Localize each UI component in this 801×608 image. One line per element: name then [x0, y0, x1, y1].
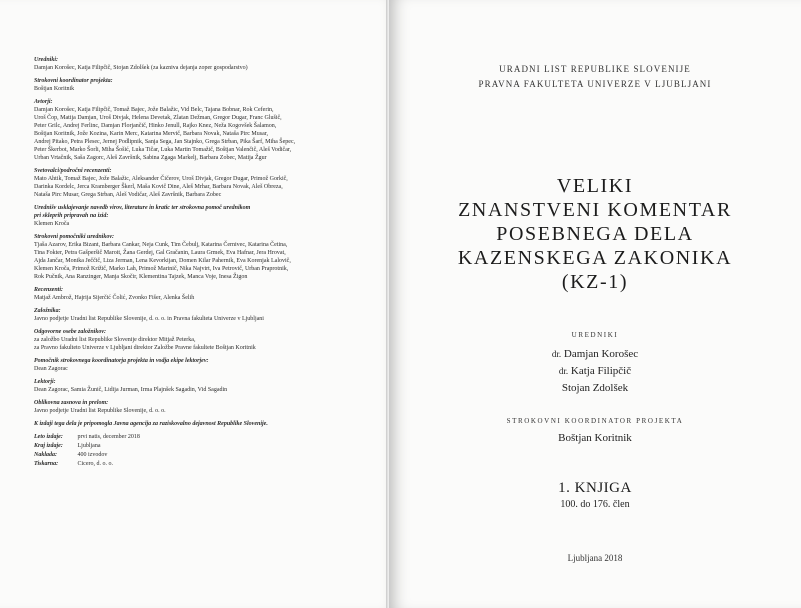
imprint-value: prvi natis, december 2018 — [77, 434, 140, 440]
imprint-label: Kraj izdaje: — [34, 443, 63, 449]
coordinator-section — [34, 77, 374, 93]
editors-heading: Uredniki: — [34, 57, 58, 63]
volume-label: 1. KNJIGA — [558, 480, 632, 496]
assistant-coordinator-section — [34, 357, 374, 373]
imprint — [34, 433, 374, 468]
authors-line: Urban Vrtačnik, Saša Zagorc, Aleš Završnik, Sabina Zgaga Markelj, Barbara Zobec, Matija Žgur — [34, 155, 267, 161]
publishers-list: Javno podjetje Uradni list Republike Slovenije, d. o. o. in Pravna fakulteta Univerze v Ljubljani — [34, 316, 264, 322]
authors-line: Andrej Pitako, Petra Plesec, Jernej Podlipnik, Sanja Sega, Jan Stajnko, Grega Strban, Pika Šarf, Miha Šepec, — [34, 139, 296, 145]
authors-heading: Avtorji: — [34, 99, 53, 105]
articles-range: 100. do 176. člen — [560, 499, 630, 510]
authors-line: Peter Grilc, Andrej Ferlinc, Damjan Florjančič, Hinko Jenull, Rajko Knez, Neža Kogovšek Šalamon, — [34, 123, 277, 129]
authors-line: Damjan Korošec, Katja Filipčič, Tomaž Bajec, Jože Balažic, Vid Belc, Tajana Bobnar, Rok Ceferin, — [34, 107, 274, 113]
assistants-heading: Strokovni pomočniki urednikov: — [34, 234, 115, 240]
assistants-line: Tjaša Azarov, Erika Bizant, Barbara Cankar, Neja Cunk, Tim Čebulj, Katarina Černivec, Katarina Četina, — [34, 242, 288, 248]
assistants-line: Klemen Kroča, Primož Križič, Marko Lah, Primož Marinič, Nika Najvirt, Iva Petrovič, Urban Praprotnik, — [34, 266, 289, 272]
reviewers-heading: Recenzenti: — [34, 287, 63, 293]
coordination-heading: pri skleprih pripravah na izid: — [34, 213, 109, 219]
title-line: ZNANSTVENI KOMENTAR — [458, 199, 732, 221]
editors-list: Damjan Korošec, Katja Filipčič, Stojan Zdolšek (za kazniva dejanja zoper gospodarstvo) — [34, 65, 248, 71]
colophon — [34, 56, 374, 469]
book-title — [389, 174, 801, 294]
imprint-row — [34, 433, 374, 441]
proofreaders-list: Dean Zagorac, Samia Žunič, Lidija Jurman, Irma Plajnšek Sagadin, Vid Sagadin — [34, 387, 228, 393]
assistant-coordinator-heading: Pomočnik strokovnega koordinatorja projekta in vodja ekipe lektorjev: — [34, 358, 209, 364]
right-page — [389, 0, 801, 608]
imprint-label: Naklada: — [34, 452, 57, 458]
place-year: Ljubljana 2018 — [567, 553, 623, 563]
assistants-section — [34, 233, 374, 281]
design-heading: Oblikovna zasnova in prelom: — [34, 400, 109, 406]
publisher-line: PRAVNA FAKULTETA UNIVERZE V LJUBLJANI — [478, 79, 712, 89]
coordinator-title-heading: STROKOVNI KOORDINATOR PROJEKTA — [506, 417, 684, 425]
editor-entry — [389, 363, 801, 380]
imprint-value: Ljubljana — [77, 443, 101, 449]
advisors-section — [34, 167, 374, 199]
publishers-section — [34, 307, 374, 323]
imprint-label: Leto izdaje: — [34, 434, 63, 440]
agency-note: K izdaji tega dela je pripomogla Javna agencija za raziskovalno dejavnost Republike Slovenije. — [34, 421, 268, 427]
coordination-heading: Urednišv usklajevanje navedb virov, literature in kratic ter strokovna pomoč urednikom — [34, 205, 251, 211]
editor-prefix: dr. — [558, 366, 569, 376]
imprint-row — [34, 460, 374, 468]
coordinator-name: Boštjan Koritnik — [34, 86, 75, 92]
proofreaders-section — [34, 378, 374, 394]
imprint-row — [34, 451, 374, 459]
coordination-name: Klemen Kroča — [34, 221, 70, 227]
advisors-heading: Svetovalci/področni recenzenti: — [34, 168, 112, 174]
authors-line: Peter Škerbot, Marko Šorli, Miha Šošić, Luka Tičar, Luka Martin Tomažič, Boštjan Valenčič, Aleš Vodičar, — [34, 147, 292, 153]
title-line: POSEBNEGA DELA — [496, 223, 694, 245]
editor-name: Katja Filipčič — [570, 365, 632, 377]
reviewers-section — [34, 286, 374, 302]
coordinator-title-name: Boštjan Koritnik — [558, 432, 632, 444]
left-page — [0, 0, 397, 608]
reviewers-list: Matjaž Ambrož, Hajrija Sijerčić Čolić, Zvonko Fišer, Alenka Šelih — [34, 295, 195, 301]
assistants-line: Tina Fokter, Petra Gašperšič Maroit, Žana Gerdej, Gal Gračanin, Laura Grmek, Eva Hafnar, Jera Hrovat, — [34, 250, 286, 256]
advisors-line: Mato Ahtik, Tomaž Bajec, Jože Balažic, Aleksander Čičerov, Uroš Divjak, Gregor Dugar, Primož Gorkič, — [34, 176, 288, 182]
editor-entry — [389, 380, 801, 397]
design-credit: Javno podjetje Uradni list Republike Slovenije, d. o. o. — [34, 408, 166, 414]
editors-title-list — [389, 346, 801, 397]
responsible-section — [34, 328, 374, 352]
title-line: (KZ-1) — [561, 271, 629, 293]
assistant-coordinator-name: Dean Zagorac — [34, 366, 68, 372]
assistants-line: Ajda Jančar, Monika Ječčič, Liza Jerman, Lena Kevorkijan, Domen Kilar Pahernik, Eva Korenjak Lalovič, — [34, 258, 291, 264]
authors-section — [34, 98, 374, 162]
advisors-line: Nataša Pirc Musar, Grega Strban, Aleš Vodičar, Aleš Završnik, Barbara Zobec — [34, 192, 222, 198]
responsible-line: za založbo Uradni list Republike Slovenije direktor Mitjaž Peterka, — [34, 337, 196, 343]
assistants-line: Rok Pučnik, Ana Ranzinger, Manja Skočir, Klementina Tajzek, Manca Voje, Inesa Žigon — [34, 274, 248, 280]
proofreaders-heading: Lektorji: — [34, 379, 56, 385]
design-section — [34, 399, 374, 415]
publisher-line: URADNI LIST REPUBLIKE SLOVENIJE — [499, 64, 691, 74]
imprint-row — [34, 442, 374, 450]
coordination-section — [34, 204, 374, 228]
publishers-heading: Založnika: — [34, 308, 61, 314]
coordinator-heading: Strokovni koordinator projekta: — [34, 78, 113, 84]
imprint-value: 400 izvodov — [77, 452, 108, 458]
imprint-label: Tiskarna: — [34, 461, 59, 467]
title-line: KAZENSKEGA ZAKONIKA — [457, 247, 733, 269]
editors-section — [34, 56, 374, 72]
advisors-line: Darinka Kordelc, Jerca Kramberger Škerl, Maša Kovič Dine, Aleš Mrhar, Barbara Novak, Aleš Obreza, — [34, 184, 283, 190]
authors-line: Boštjan Koritnik, Jože Kozina, Karin Merc, Katarina Mervič, Barbara Novak, Nataša Pirc Musar, — [34, 131, 269, 137]
responsible-line: za Pravno fakulteto Univerze v Ljubljani direktor Založbe Pravne fakultete Boštjan Koritnik — [34, 345, 256, 351]
authors-line: Uroš Čop, Matija Damjan, Uroš Divjak, Helena Devetak, Zlatan Dežman, Gregor Dugar, Franc Glušič, — [34, 115, 282, 121]
editor-entry — [389, 346, 801, 363]
imprint-value: Cicero, d. o. o. — [77, 461, 113, 467]
title-line: VELIKI — [556, 175, 634, 197]
publisher-block — [389, 62, 801, 92]
editor-name: Damjan Korošec — [563, 348, 639, 360]
editor-name: Stojan Zdolšek — [561, 382, 629, 394]
editor-prefix: dr. — [551, 349, 562, 359]
responsible-heading: Odgovorne osebe založnikov: — [34, 329, 106, 335]
editors-title-heading: UREDNIKI — [571, 331, 619, 339]
